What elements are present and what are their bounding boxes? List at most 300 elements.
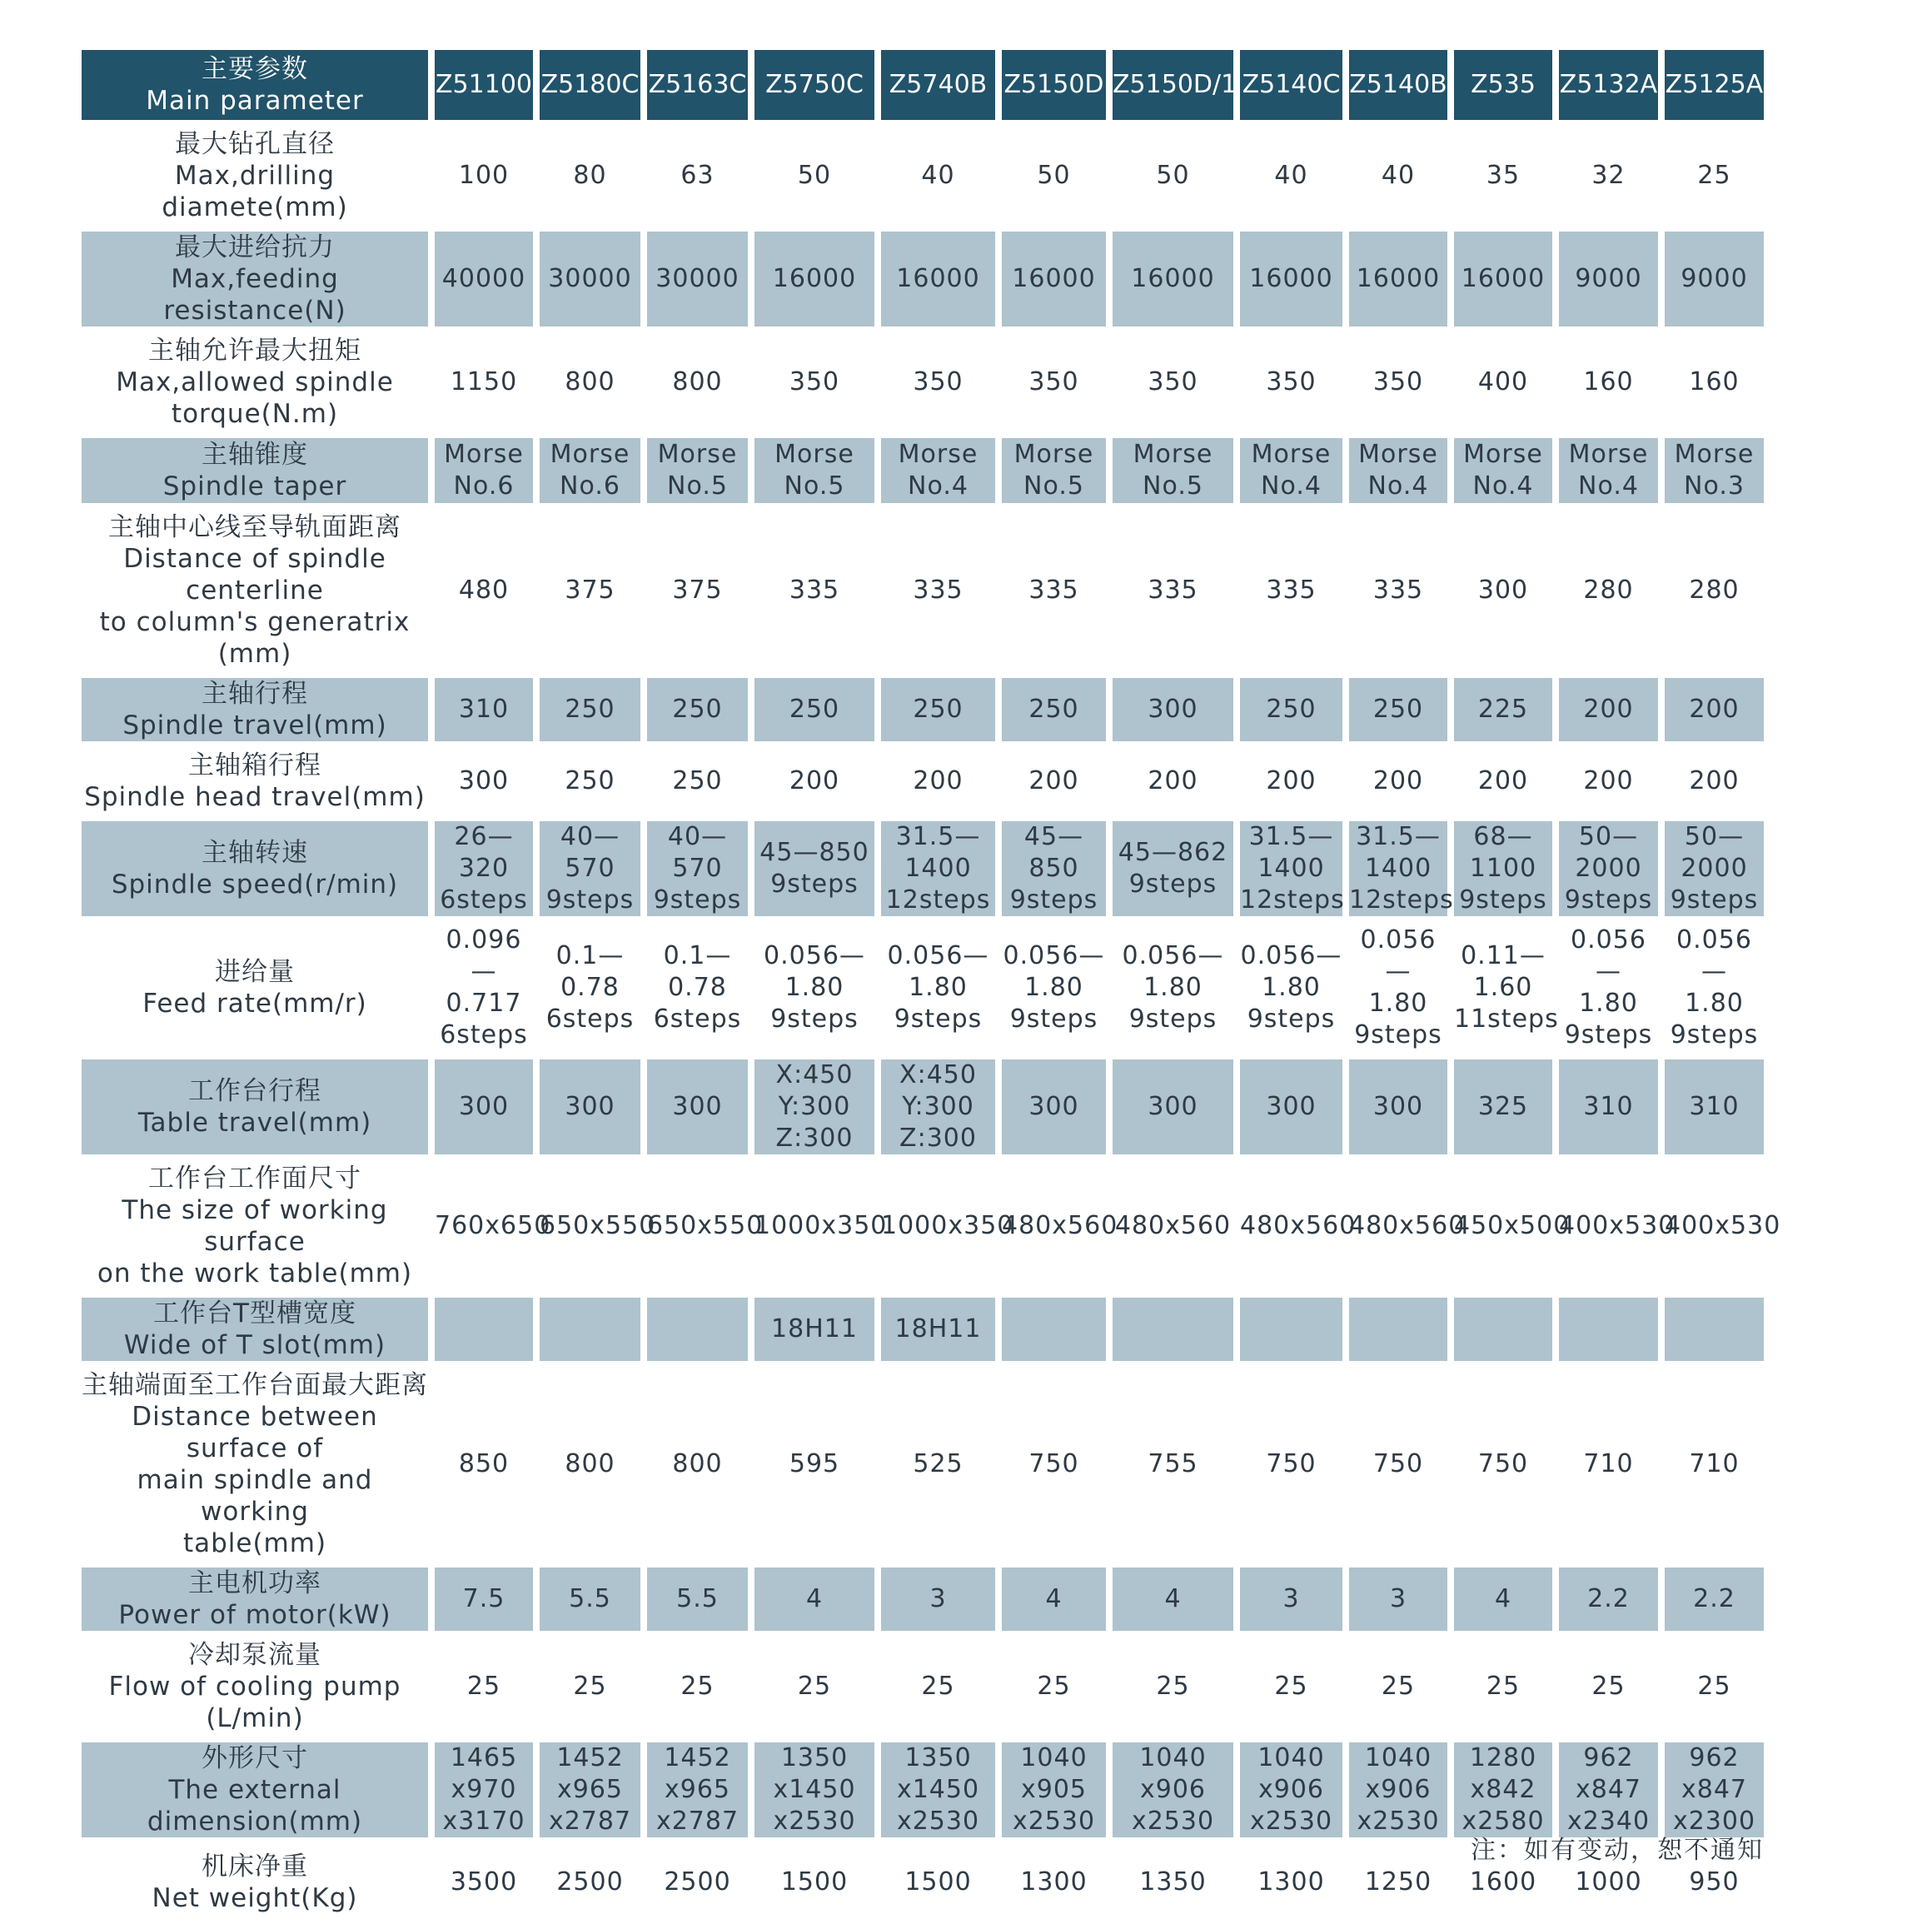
parameter-label-line: Wide of T slot(mm) [123, 1330, 386, 1360]
value-cell [647, 1639, 748, 1734]
value-cell-line: 9steps [1459, 885, 1547, 915]
value-cell-line: 3 [929, 1584, 947, 1613]
value-cell-line: 16000 [1356, 264, 1441, 293]
value-cell-line: x2787 [655, 1807, 739, 1836]
value-cell-line: 1000 [1575, 1867, 1642, 1897]
value-cell [1349, 1163, 1466, 1289]
value-cell [1665, 438, 1764, 503]
value-cell [881, 335, 995, 430]
value-cell [1559, 1639, 1658, 1734]
parameter-label-line: table(mm) [182, 1528, 327, 1558]
value-cell [1002, 1742, 1106, 1837]
value-cell-line: 40 [1381, 161, 1416, 190]
parameter-label-line: 机床净重 [202, 1852, 308, 1882]
value-cell-line: 650x550 [540, 1211, 656, 1240]
value-cell-line: 595 [789, 1449, 840, 1478]
value-cell-line: 68— [1473, 822, 1533, 851]
value-cell [1240, 232, 1342, 326]
row-spacer-cell [82, 223, 1764, 232]
value-cell-line: 800 [565, 1449, 615, 1478]
value-cell-line: 25 [1486, 1672, 1521, 1701]
value-cell-line: x2580 [1461, 1807, 1545, 1836]
value-cell [435, 1059, 533, 1154]
table-row [82, 438, 1764, 503]
value-cell-line: 26—320 [454, 822, 514, 883]
model-header: Z5180C [540, 50, 640, 120]
table-row [82, 1568, 1764, 1631]
value-cell-line: 710 [1689, 1449, 1740, 1478]
value-cell-line: 16000 [1131, 264, 1215, 293]
value-cell [1349, 821, 1454, 916]
value-cell [1349, 1298, 1447, 1361]
parameter-label-line: 最大钻孔直径 [175, 129, 335, 159]
value-cell [881, 1742, 995, 1837]
value-cell-line: 1040 [1020, 1743, 1088, 1772]
value-cell-line: Morse [1463, 440, 1543, 469]
value-cell-line: 25 [680, 1672, 715, 1701]
value-cell [435, 1298, 533, 1361]
value-cell [1454, 1639, 1552, 1734]
value-cell-line: 16000 [1461, 264, 1546, 293]
value-cell-line: 1500 [904, 1867, 972, 1897]
value-cell-line: 2.2 [1587, 1584, 1630, 1613]
row-spacer-cell [82, 1289, 1764, 1298]
footnote: 注：如有变动，恕不通知 [1471, 1836, 1764, 1865]
value-cell [1454, 128, 1552, 223]
value-cell [754, 678, 874, 741]
value-cell [754, 232, 874, 326]
value-cell-line: x2530 [1357, 1807, 1440, 1836]
value-cell [1454, 511, 1552, 670]
value-cell [1454, 1568, 1552, 1631]
value-cell-line: Morse [550, 440, 630, 469]
parameter-label-line: Max,drilling diamete(mm) [162, 161, 348, 222]
parameter-label-line: Power of motor(kW) [118, 1600, 391, 1630]
value-cell-line: 1.60 [1473, 973, 1533, 1002]
table-row [82, 1742, 1764, 1837]
value-cell-line: 962 [1689, 1743, 1740, 1772]
value-cell [647, 925, 748, 1051]
value-cell-line: 480x560 [1114, 1211, 1232, 1240]
value-cell-line: 0.056— [764, 941, 865, 970]
value-cell [1349, 678, 1447, 741]
value-cell [1559, 1742, 1658, 1837]
value-cell [1559, 821, 1658, 916]
parameter-label-line: Table travel(mm) [137, 1108, 372, 1138]
row-spacer [82, 1289, 1764, 1298]
value-cell-line: 1.80 [1368, 989, 1428, 1018]
value-cell [1002, 232, 1106, 326]
value-cell [1113, 1369, 1233, 1559]
value-cell-line: 1100 [1469, 854, 1537, 883]
value-cell [435, 750, 533, 813]
value-cell-line: 25 [1381, 1672, 1416, 1701]
value-cell-line: 200 [1477, 766, 1529, 795]
value-cell [754, 1846, 874, 1919]
value-cell [881, 925, 995, 1051]
table-row [82, 335, 1764, 430]
value-cell [435, 1163, 551, 1289]
value-cell [1240, 925, 1342, 1051]
row-spacer [82, 1559, 1764, 1568]
value-cell [1559, 1568, 1658, 1631]
model-header: Z5150D [1002, 50, 1106, 120]
value-cell-line: 250 [1266, 695, 1317, 724]
value-cell-line: 1040 [1257, 1743, 1325, 1772]
value-cell [1002, 1059, 1106, 1154]
value-cell-line: 12steps [1349, 885, 1454, 915]
parameter-label-line: The external [168, 1775, 341, 1805]
parameter-label [82, 128, 428, 223]
parameter-label-line: 主轴转速 [202, 838, 308, 868]
value-cell-line: 800 [672, 1449, 723, 1478]
value-cell-line: x2530 [1249, 1807, 1333, 1836]
row-spacer-cell [82, 741, 1764, 750]
value-cell-line: 25 [797, 1672, 832, 1701]
value-cell-line: 350 [1372, 367, 1424, 396]
parameter-label-line: 进给量 [215, 957, 295, 987]
value-cell [435, 678, 533, 741]
value-cell-line: 50— [1684, 822, 1745, 851]
parameter-label [82, 1742, 428, 1837]
value-cell [647, 511, 748, 670]
value-cell-line: Morse [774, 440, 854, 469]
value-cell [754, 750, 874, 813]
model-header: Z5132A [1559, 50, 1658, 120]
value-cell [647, 750, 748, 813]
value-cell [1454, 678, 1552, 741]
value-cell-line: 335 [1148, 576, 1198, 605]
value-cell [1665, 925, 1764, 1051]
value-cell [1113, 678, 1233, 741]
value-cell-line: 50— [1578, 822, 1639, 851]
value-cell [435, 1846, 533, 1919]
value-cell [1113, 335, 1233, 430]
value-cell-line: 25 [1697, 161, 1731, 190]
value-cell-line: 800 [565, 367, 615, 396]
value-cell [1559, 335, 1658, 430]
value-cell [1665, 678, 1764, 741]
value-cell [881, 1369, 995, 1559]
value-cell [1002, 821, 1106, 916]
value-cell-line: 40 [1274, 161, 1308, 190]
value-cell-line: 962 [1583, 1743, 1634, 1772]
table-row [82, 925, 1764, 1051]
value-cell-line: 250 [672, 695, 723, 724]
value-cell-line: 200 [1266, 766, 1317, 795]
value-cell-line: Morse [898, 440, 978, 469]
value-cell-line: 1280 [1469, 1743, 1537, 1772]
value-cell [1240, 678, 1342, 741]
value-cell-line: 9steps [1670, 885, 1759, 915]
value-cell-line: 9steps [1128, 1004, 1217, 1034]
value-cell [647, 438, 748, 503]
value-cell-line: No.4 [1578, 471, 1639, 501]
value-cell [881, 821, 995, 916]
value-cell-line: 525 [913, 1449, 964, 1478]
value-cell-line: 9steps [545, 885, 635, 915]
value-cell-line: 1040 [1364, 1743, 1432, 1772]
table-row [82, 1369, 1764, 1559]
value-cell-line: 755 [1148, 1449, 1198, 1478]
value-cell [1349, 511, 1447, 670]
value-cell [881, 128, 995, 223]
value-cell [435, 1742, 533, 1837]
value-cell-line: 1400 [1364, 854, 1432, 883]
value-cell-line: Morse [1358, 440, 1438, 469]
value-cell-line: x1450 [773, 1775, 856, 1804]
value-cell-line: Morse [1568, 440, 1649, 469]
value-cell-line: Morse [1251, 440, 1332, 469]
value-cell-line: 9000 [1681, 264, 1748, 293]
value-cell-line: 300 [1266, 1092, 1317, 1121]
value-cell [1665, 1298, 1764, 1361]
value-cell [1240, 1163, 1357, 1289]
model-header: Z535 [1454, 50, 1552, 120]
value-cell-line: 18H11 [894, 1314, 982, 1343]
value-cell [435, 511, 533, 670]
value-cell-line: 0.056— [1360, 925, 1437, 986]
table-row [82, 1059, 1764, 1154]
value-cell-line: 31.5— [895, 822, 981, 851]
value-cell-line: 1400 [1257, 854, 1325, 883]
parameter-label-line: 主轴锥度 [202, 440, 308, 470]
value-cell-line: 0.78 [668, 973, 727, 1002]
value-cell-line: x2787 [548, 1807, 632, 1836]
value-cell [1454, 438, 1552, 503]
value-cell-line: 6steps [440, 885, 528, 915]
value-cell [540, 511, 640, 670]
value-cell [1113, 1742, 1233, 1837]
parameter-label-line: 最大进给抗力 [175, 232, 335, 262]
value-cell-line: 200 [1372, 766, 1424, 795]
value-cell-line: 25 [466, 1672, 501, 1701]
value-cell [1240, 1059, 1342, 1154]
value-cell [1665, 1742, 1764, 1837]
table-header [82, 50, 1764, 120]
parameter-label [82, 1059, 428, 1154]
value-cell [754, 1639, 874, 1734]
value-cell-line: 480 [458, 576, 510, 605]
parameter-label [82, 511, 428, 670]
value-cell-line: 350 [1266, 367, 1317, 396]
value-cell [1349, 335, 1447, 430]
value-cell [1113, 1639, 1233, 1734]
value-cell [540, 1742, 640, 1837]
parameter-label [82, 1568, 428, 1631]
value-cell-line: 63 [680, 161, 715, 190]
parameter-label [82, 1298, 428, 1361]
parameter-label-line: to column's generatrix (mm) [99, 607, 411, 669]
value-cell-line: 710 [1583, 1449, 1634, 1478]
value-cell-line: Morse [1013, 440, 1094, 469]
row-spacer-cell [82, 1361, 1764, 1369]
header-parameter-label-line: 主要参数 [202, 54, 308, 84]
parameter-label-line: 外形尺寸 [202, 1743, 308, 1773]
value-cell [1113, 750, 1233, 813]
value-cell-line: 1400 [904, 854, 972, 883]
value-cell-line: 310 [1689, 1092, 1740, 1121]
table-row [82, 232, 1764, 326]
parameter-label-line: Spindle head travel(mm) [84, 782, 426, 812]
value-cell [1113, 1568, 1233, 1631]
value-cell [647, 232, 748, 326]
value-cell [881, 750, 995, 813]
row-spacer [82, 1734, 1764, 1742]
value-cell [1240, 1846, 1342, 1919]
value-cell [435, 232, 533, 326]
value-cell-line: 45—850 [759, 838, 869, 867]
value-cell [647, 1568, 748, 1631]
parameter-label-line: Flow of cooling pump [108, 1672, 401, 1702]
value-cell-line: 25 [573, 1672, 607, 1701]
value-cell-line: 200 [1689, 695, 1740, 724]
value-cell-line: 30000 [655, 264, 739, 293]
value-cell-line: x906 [1257, 1775, 1324, 1804]
value-cell-line: No.5 [1023, 471, 1084, 501]
value-cell-line: Morse [657, 440, 738, 469]
value-cell-line: 9steps [770, 1004, 859, 1034]
row-spacer [82, 916, 1764, 925]
value-cell-line: 9steps [1247, 1004, 1336, 1034]
value-cell-line: 40 [921, 161, 955, 190]
row-spacer [82, 741, 1764, 750]
value-cell-line: No.4 [908, 471, 968, 501]
parameter-label-line: dimension(mm) [147, 1807, 363, 1837]
parameter-label-line: 工作台T型槽宽度 [153, 1298, 356, 1328]
value-cell-line: 6steps [440, 1020, 528, 1049]
parameter-label-line: 工作台工作面尺寸 [148, 1164, 361, 1194]
value-cell-line: 1.80 [1579, 989, 1638, 1018]
parameter-label [82, 1163, 428, 1289]
value-cell [1002, 335, 1106, 430]
value-cell [881, 1163, 1014, 1289]
value-cell-line: 9steps [1354, 1020, 1442, 1049]
parameter-label-line: Distance of spindle centerline [123, 544, 386, 606]
value-cell [881, 438, 995, 503]
row-spacer-cell [82, 430, 1764, 438]
value-cell-line: x847 [1681, 1775, 1747, 1804]
row-spacer [82, 1631, 1764, 1639]
value-cell [1240, 1639, 1342, 1734]
parameter-label-line: Max,allowed spindle [116, 367, 394, 397]
value-cell [1002, 1163, 1118, 1289]
value-cell-line: 0.78 [560, 973, 620, 1002]
value-cell-line: 335 [913, 576, 964, 605]
value-cell-line: 300 [458, 1092, 510, 1121]
value-cell-line: 2.2 [1693, 1584, 1735, 1613]
value-cell-line: 400 [1477, 367, 1529, 396]
value-cell-line: 1350 [1139, 1867, 1207, 1897]
row-spacer [82, 223, 1764, 232]
value-cell-line: 50 [797, 161, 832, 190]
value-cell-line: 1500 [780, 1867, 849, 1897]
value-cell [1113, 1846, 1233, 1919]
value-cell-line: 5.5 [569, 1584, 611, 1613]
value-cell-line: 9steps [653, 885, 742, 915]
value-cell-line: 480x560 [1002, 1211, 1118, 1240]
value-cell-line: 31.5— [1356, 822, 1441, 851]
value-cell-line: Y:300 [902, 1092, 974, 1121]
row-spacer-cell [82, 670, 1764, 678]
value-cell [1349, 925, 1447, 1051]
parameter-label-line: torque(N.m) [171, 399, 339, 429]
value-cell-line: 11steps [1454, 1004, 1559, 1034]
value-cell-line: 0.056— [1122, 941, 1224, 970]
value-cell [1240, 1369, 1342, 1559]
value-cell [435, 821, 533, 916]
header-parameter-label-line: Main parameter [146, 86, 364, 116]
value-cell [540, 1369, 640, 1559]
value-cell [1349, 1846, 1447, 1919]
value-cell-line: x3170 [442, 1807, 525, 1836]
value-cell-line: 9steps [1670, 1020, 1759, 1049]
value-cell [1559, 232, 1658, 326]
row-spacer-cell [82, 813, 1764, 821]
value-cell [1113, 1298, 1233, 1361]
value-cell-line: 1250 [1364, 1867, 1432, 1897]
parameter-label-line: Distance between surface of [132, 1402, 378, 1463]
value-cell-line: No.3 [1684, 471, 1745, 501]
value-cell [1349, 232, 1447, 326]
parameter-label-line: Spindle travel(mm) [122, 710, 387, 740]
value-cell [1002, 438, 1106, 503]
row-spacer [82, 1051, 1764, 1059]
value-cell [540, 1059, 640, 1154]
value-cell-line: 1.80 [784, 973, 844, 1002]
value-cell [1349, 128, 1447, 223]
value-cell [754, 1568, 874, 1631]
value-cell [1113, 821, 1233, 916]
row-spacer-cell [82, 1154, 1764, 1163]
value-cell [1002, 1639, 1106, 1734]
value-cell [647, 1846, 748, 1919]
value-cell-line: x2530 [1131, 1807, 1215, 1836]
model-header: Z5125A [1665, 50, 1764, 120]
value-cell-line: 4 [1494, 1584, 1512, 1613]
row-spacer-cell [82, 326, 1764, 335]
value-cell-line: 9steps [770, 870, 859, 899]
parameter-label [82, 1639, 428, 1734]
value-cell-line: 0.096— [446, 925, 522, 986]
value-cell [1559, 1163, 1676, 1289]
value-cell-line: 0.056— [1240, 941, 1342, 970]
value-cell-line: 250 [565, 766, 615, 795]
value-cell-line: 2000 [1575, 854, 1642, 883]
value-cell-line: 1040 [1139, 1743, 1207, 1772]
value-cell-line: 2500 [664, 1867, 731, 1897]
value-cell-line: 0.1— [555, 941, 625, 970]
value-cell-line: 300 [1148, 1092, 1198, 1121]
value-cell-line: 160 [1689, 367, 1740, 396]
value-cell-line: 1600 [1469, 1867, 1537, 1897]
value-cell-line: 25 [1697, 1672, 1731, 1701]
parameter-label [82, 821, 428, 916]
value-cell [435, 925, 533, 1051]
value-cell-line: 350 [1148, 367, 1198, 396]
value-cell-line: 1000x350 [754, 1211, 888, 1240]
value-cell [1454, 925, 1559, 1051]
parameter-label [82, 750, 428, 813]
table-row [82, 511, 1764, 670]
value-cell [647, 678, 748, 741]
value-cell-line: 1000x350 [881, 1211, 1014, 1240]
value-cell-line: 25 [921, 1672, 955, 1701]
value-cell [540, 1639, 640, 1734]
value-cell [1113, 1059, 1233, 1154]
value-cell-line: 35 [1486, 161, 1521, 190]
value-cell [540, 821, 640, 916]
